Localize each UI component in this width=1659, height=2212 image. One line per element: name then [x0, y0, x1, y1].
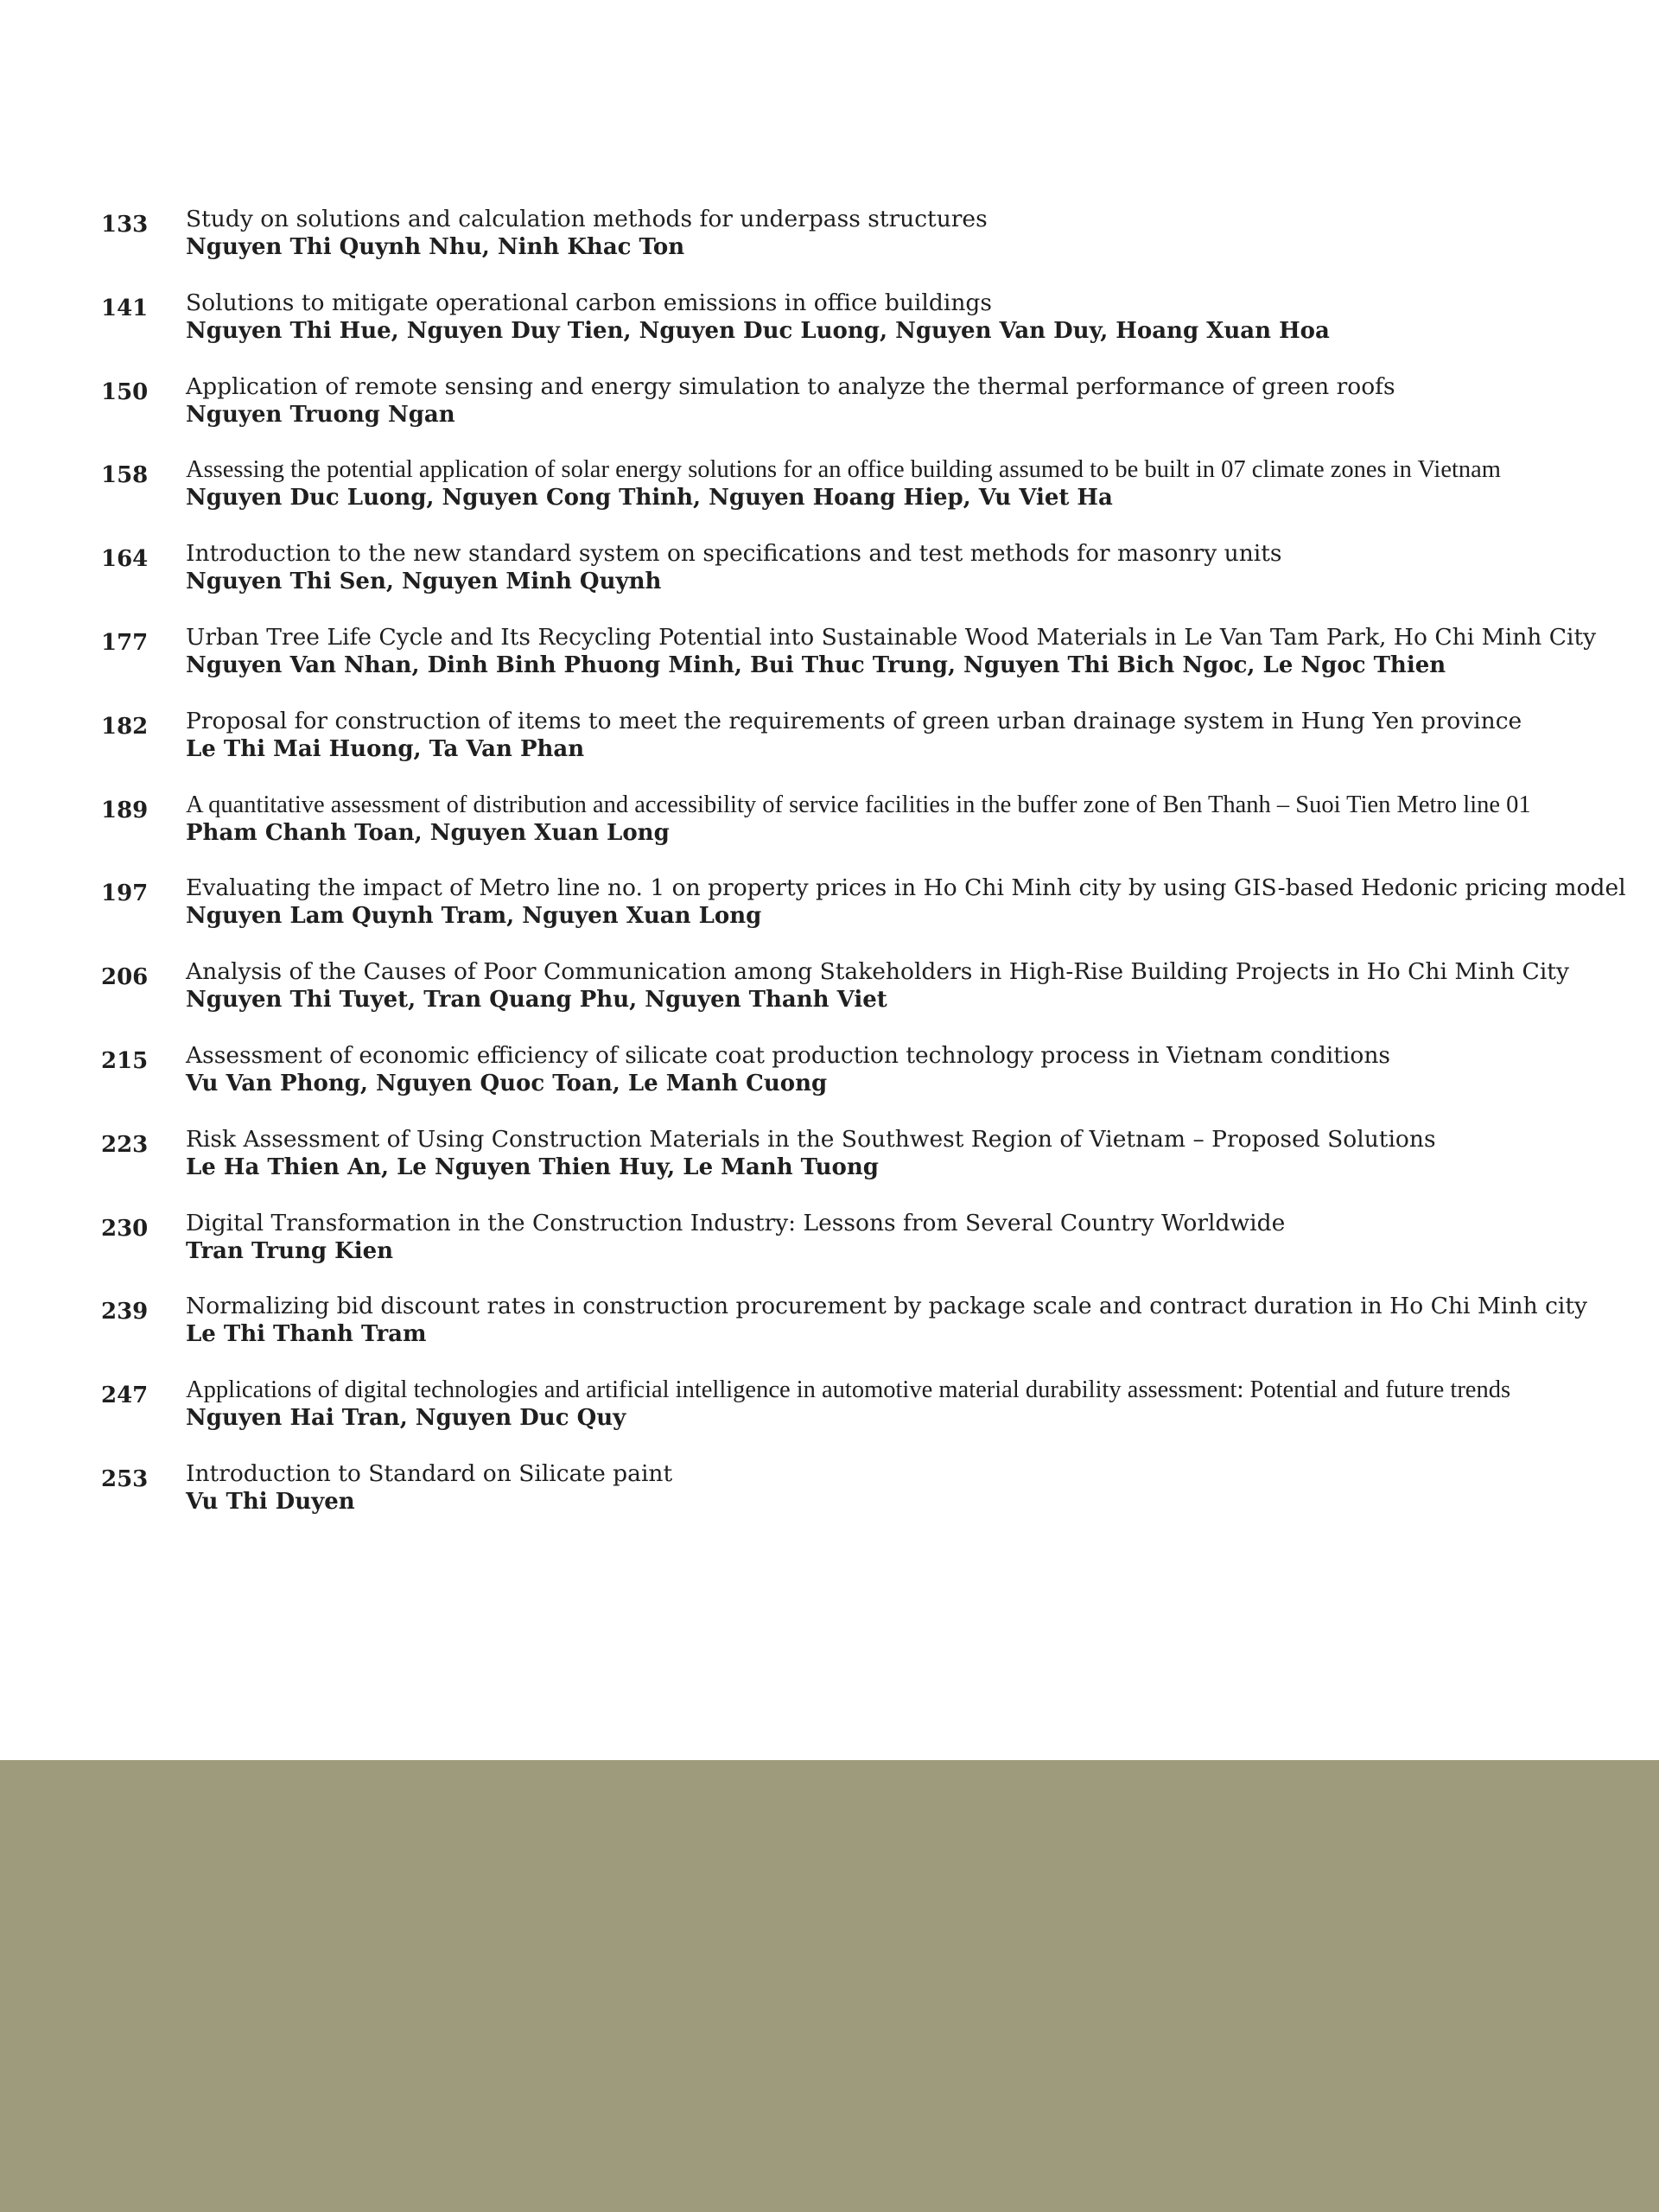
article-title: Proposal for construction of items to meet the requirements of green urban drainage system in Hung Yen province: [186, 707, 1522, 734]
article-authors: Nguyen Thi Quynh Nhu, Ninh Khac Ton: [186, 234, 685, 260]
page-number: 150: [101, 378, 149, 405]
article-title: Assessing the potential application of solar energy solutions for an office building assumed to be built in 07 climate zones in Vietnam: [186, 456, 1501, 484]
page-number: 164: [101, 546, 149, 573]
article-authors: Pham Chanh Toan, Nguyen Xuan Long: [186, 819, 670, 846]
article-title: Urban Tree Life Cycle and Its Recycling Potential into Sustainable Wood Materials in Le Van Tam Park, Ho Chi Minh City: [186, 623, 1597, 651]
toc-entry: [0, 957, 1659, 1040]
page-number: 141: [101, 295, 149, 321]
article-title: Analysis of the Causes of Poor Communication among Stakeholders in High-Rise Building Projects in Ho Chi Minh City: [186, 958, 1569, 986]
article-title: A quantitative assessment of distribution and accessibility of service facilities in the buffer zone of Ben Thanh – Suoi Tien Metro line 01: [186, 791, 1531, 818]
article-title: Normalizing bid discount rates in construction procurement by package scale and contract duration in Ho Chi Minh city: [186, 1293, 1588, 1320]
toc-entry: [0, 1459, 1659, 1542]
article-authors: Nguyen Hai Tran, Nguyen Duc Quy: [186, 1405, 626, 1432]
page-number: 223: [101, 1131, 149, 1158]
article-authors: Nguyen Thi Tuyet, Tran Quang Phu, Nguyen Thanh Viet: [186, 987, 887, 1014]
toc-entry: [0, 454, 1659, 538]
article-authors: Nguyen Duc Luong, Nguyen Cong Thinh, Nguyen Hoang Hiep, Vu Viet Ha: [186, 485, 1113, 512]
toc-entry: [0, 538, 1659, 622]
article-authors: Nguyen Lam Quynh Tram, Nguyen Xuan Long: [186, 903, 762, 930]
article-authors: Le Ha Thien An, Le Nguyen Thien Huy, Le Manh Tuong: [186, 1154, 879, 1180]
page-number: 230: [101, 1215, 149, 1242]
article-authors: Nguyen Thi Hue, Nguyen Duy Tien, Nguyen Duc Luong, Nguyen Van Duy, Hoang Xuan Hoa: [186, 317, 1330, 344]
page-number: 239: [101, 1299, 149, 1325]
article-authors: Nguyen Truong Ngan: [186, 401, 455, 428]
page-number: 182: [101, 713, 149, 740]
toc-entry: [0, 1291, 1659, 1375]
toc-entry: [0, 1208, 1659, 1292]
toc-entry: [0, 288, 1659, 372]
article-title: Introduction to the new standard system on specifications and test methods for masonry units: [186, 540, 1282, 568]
article-title: Application of remote sensing and energy simulation to analyze the thermal performance of green roofs: [186, 372, 1395, 400]
article-authors: Tran Trung Kien: [186, 1237, 394, 1264]
toc-entry: [0, 204, 1659, 288]
page-number: 158: [101, 462, 149, 489]
toc-entry: [0, 1040, 1659, 1124]
toc-entry: [0, 372, 1659, 455]
article-title: Applications of digital technologies and artificial intelligence in automotive material durability assessment: Potential and future trends: [186, 1376, 1511, 1404]
article-title: Assessment of economic efficiency of silicate coat production technology process in Vietnam conditions: [186, 1041, 1391, 1069]
toc-entry: [0, 873, 1659, 957]
table-of-contents: [0, 204, 1659, 1542]
toc-entry: [0, 622, 1659, 706]
article-authors: Nguyen Van Nhan, Dinh Binh Phuong Minh, Bui Thuc Trung, Nguyen Thi Bich Ngoc, Le Ngoc Thien: [186, 652, 1446, 678]
page-number: 247: [101, 1382, 149, 1409]
page-number: 253: [101, 1465, 149, 1492]
page-number: 206: [101, 964, 149, 991]
article-authors: Le Thi Thanh Tram: [186, 1321, 427, 1348]
page-number: 197: [101, 880, 149, 907]
page-number: 133: [101, 212, 149, 238]
article-title: Evaluating the impact of Metro line no. 1 on property prices in Ho Chi Minh city by using GIS-based Hedonic pricing model: [186, 874, 1626, 902]
article-authors: Le Thi Mai Huong, Ta Van Phan: [186, 735, 585, 762]
article-title: Study on solutions and calculation methods for underpass structures: [186, 206, 988, 232]
article-title: Introduction to Standard on Silicate paint: [186, 1459, 673, 1487]
article-authors: Nguyen Thi Sen, Nguyen Minh Quynh: [186, 569, 662, 595]
footer-band: [0, 1760, 1659, 2212]
page-number: 189: [101, 797, 149, 823]
article-title: Digital Transformation in the Construction Industry: Lessons from Several Country Worldwide: [186, 1209, 1286, 1236]
page-number: 177: [101, 629, 149, 656]
page-number: 215: [101, 1047, 149, 1074]
toc-entry: [0, 706, 1659, 790]
article-authors: Vu Van Phong, Nguyen Quoc Toan, Le Manh Cuong: [186, 1070, 828, 1096]
article-authors: Vu Thi Duyen: [186, 1488, 355, 1515]
toc-entry: [0, 1124, 1659, 1208]
toc-entry: [0, 790, 1659, 874]
article-title: Risk Assessment of Using Construction Materials in the Southwest Region of Vietnam – Proposed Solutions: [186, 1125, 1436, 1153]
toc-entry: [0, 1375, 1659, 1459]
article-title: Solutions to mitigate operational carbon emissions in office buildings: [186, 289, 992, 316]
